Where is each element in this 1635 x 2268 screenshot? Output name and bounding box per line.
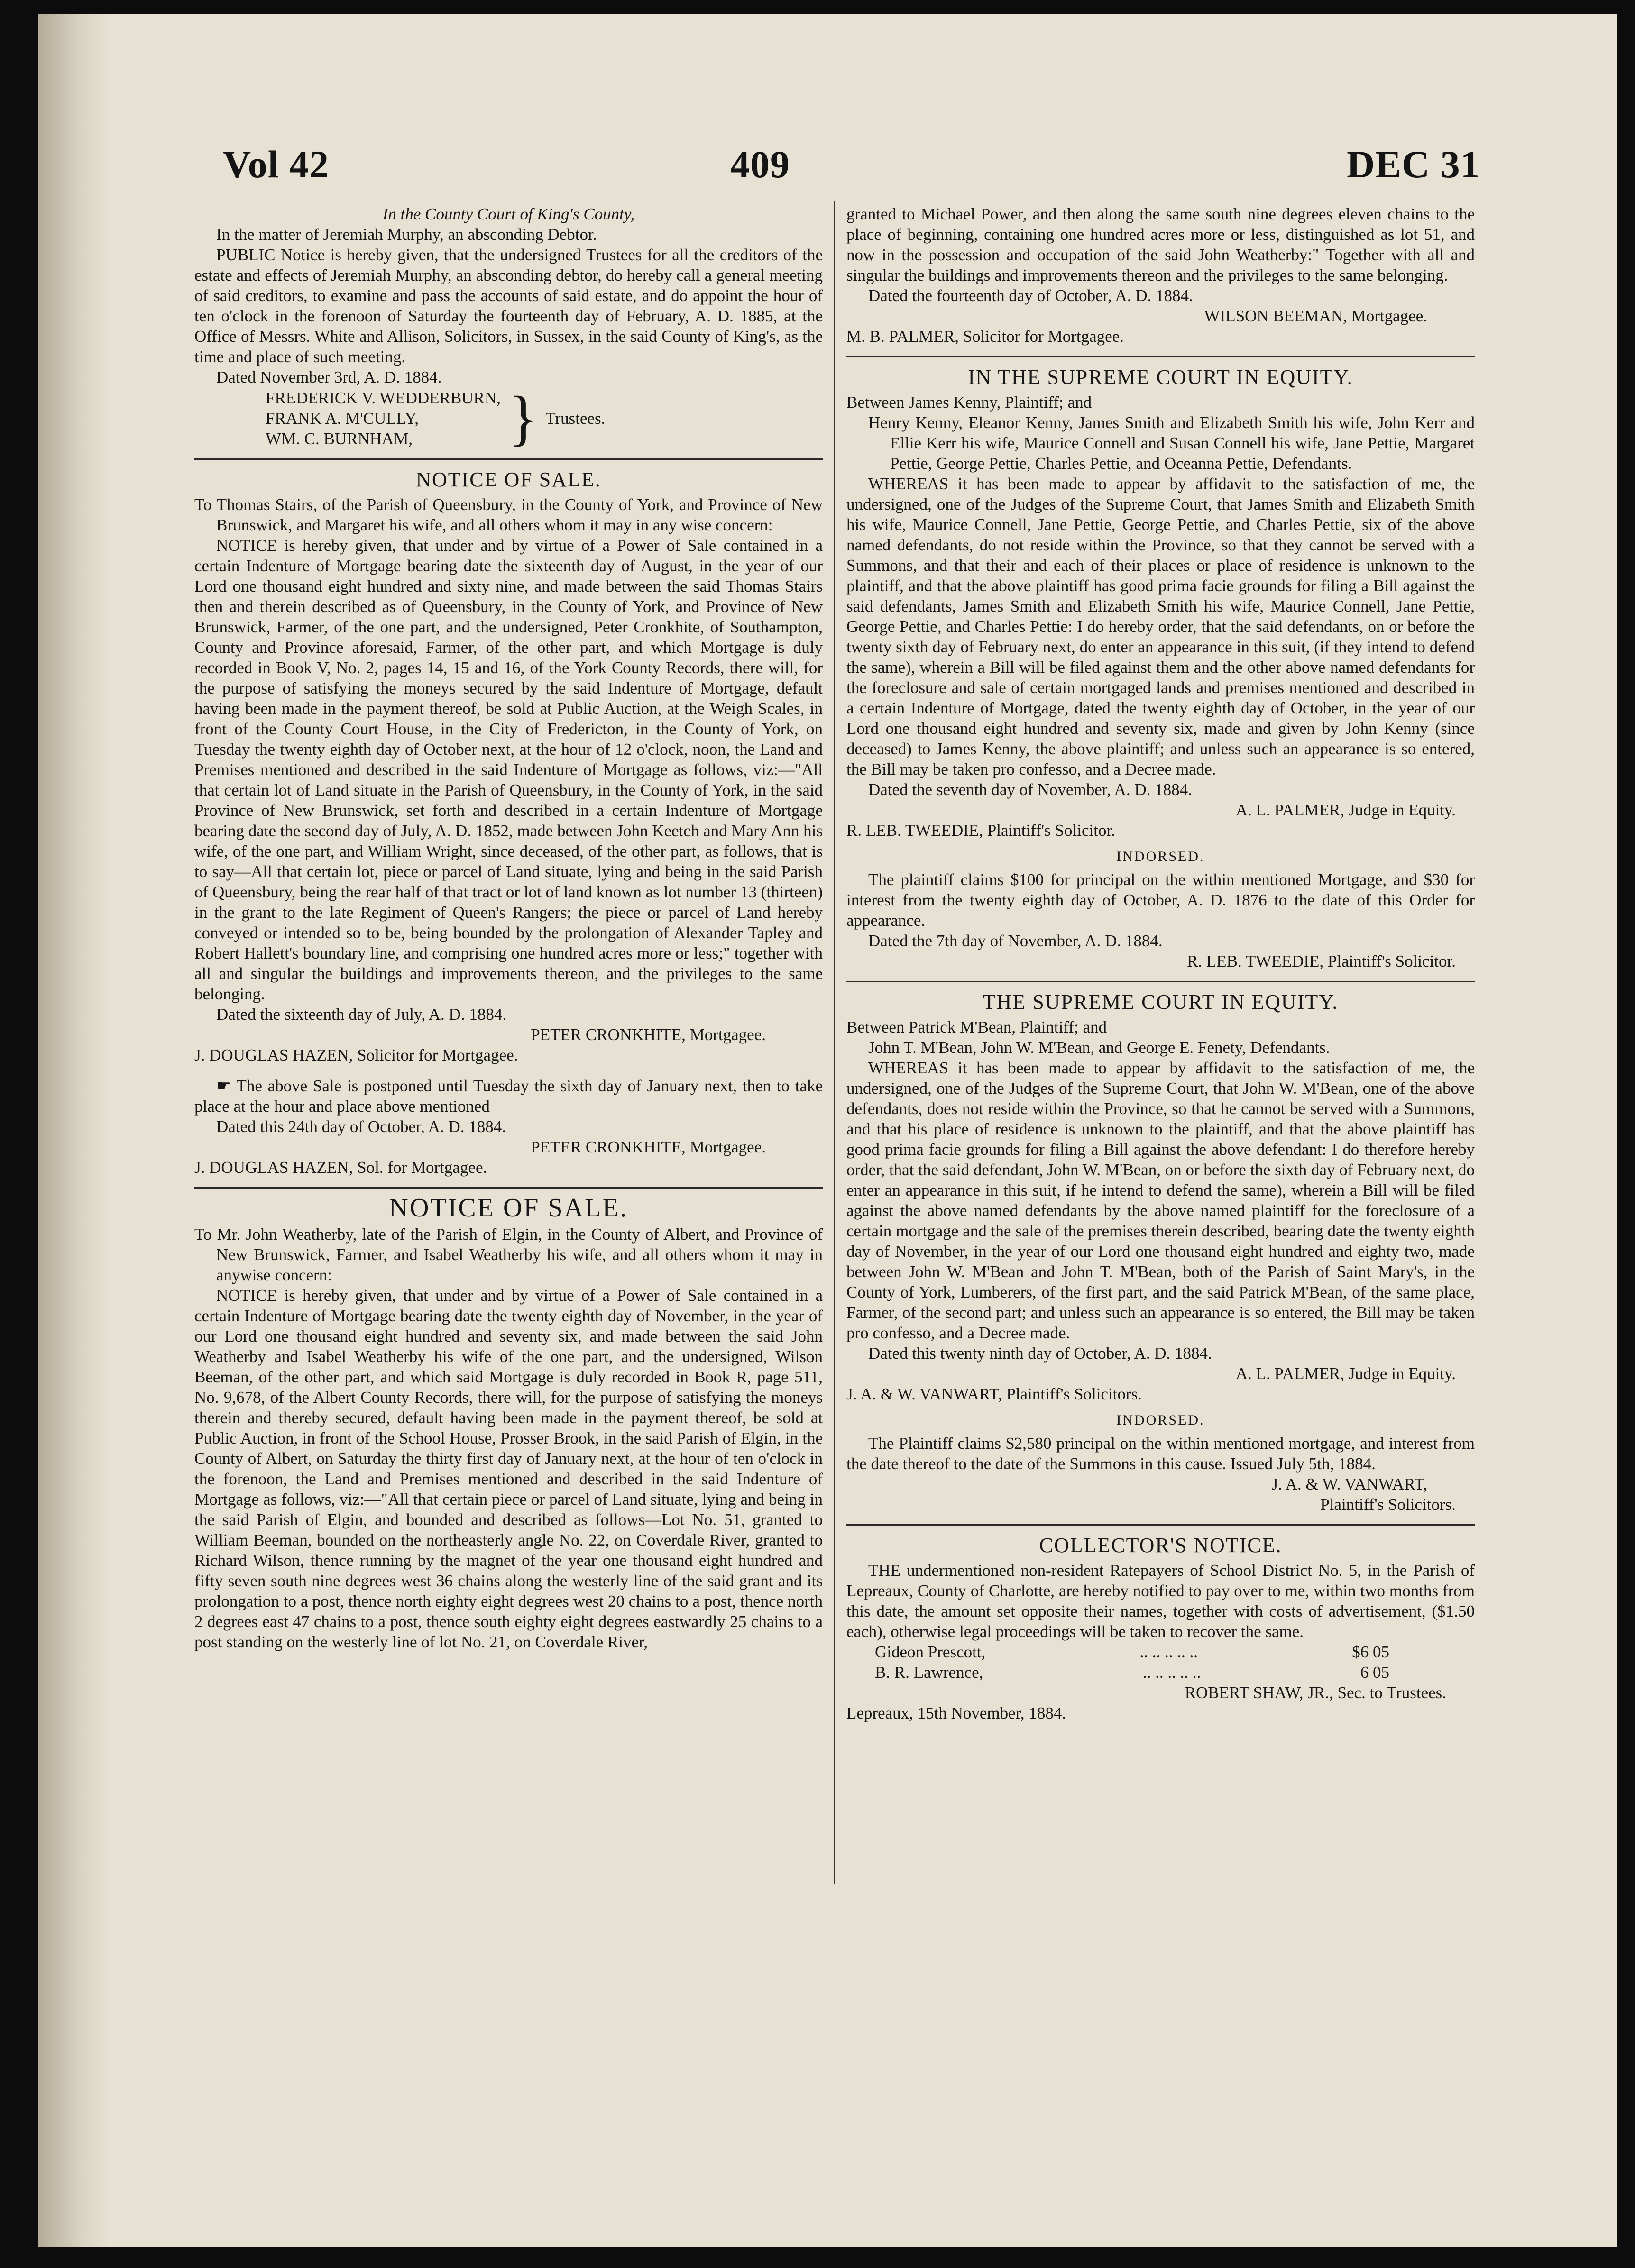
place-date-line: Lepreaux, 15th November, 1884.: [846, 1704, 1066, 1722]
list-item: [875, 1662, 1389, 1683]
solicitor-signature: Plaintiff's Solicitors.: [1320, 1495, 1456, 1514]
notice-of-sale-stairs: [194, 469, 823, 1178]
weatherby-notice-continued: [846, 204, 1475, 347]
judge-signature: A. L. PALMER, Judge in Equity.: [1235, 1364, 1456, 1383]
parties-plaintiff: Between Patrick M'Bean, Plaintiff; and: [846, 1018, 1107, 1036]
ratepayer-name: Gideon Prescott,: [875, 1643, 986, 1661]
solicitor-signature: R. LEB. TWEEDIE, Plaintiff's Solicitor.: [1187, 952, 1456, 970]
notice-body: NOTICE is hereby given, that under and by virtue of a Power of Sale contained in a certain Indenture of Mortgage bearing date the sixteenth day of August, in the year of our Lord one thousand eight hundred and sixty nine, and made between the said Thomas Stairs then and therein described as of Queensbury, in the County of York, and Province of New Brunswick, Farmer, of the one part, and the undersigned, Peter Cronkhite, of Southampton, County and Province aforesaid, Farmer, of the other part, and which Mortgage is duly recorded in Book V, No. 2, pages 14, 15 and 16, of the York County Records, there will, for the purpose of satisfying the moneys secured by the said Indenture of Mortgage, default having been made in the payment thereof, be sold at Public Auction, at the Weigh Scales, in front of the County Court House, in the City of Fredericton, in the County of York, on Tuesday the twenty eighth day of October next, at the hour of 12 o'clock, noon, the Land and Premises mentioned and described in the said Indenture of Mortgage as follows, viz:—"All that certain lot of Land situate in the Parish of Queensbury, in the County of York, in the said Province of New Brunswick, set forth and described in a certain Indenture of Mortgage bearing date the second day of July, A. D. 1852, made between John Keetch and Mary Ann his wife, of the one part, and William Wright, since deceased, of the other part, as follows, that is to say—All that certain lot, piece or parcel of Land situate, lying and being in the said Parish of Queensbury, being the rear half of that tract or lot of land known as lot number 13 (thirteen) in the grant to the late Regiment of Queen's Rangers; the piece or parcel of Land hereby conveyed or intended so to be, being bounded by the prolongation of Alexander Tapley and Robert Hallett's boundary line, and comprising one hundred acres more or less;" together with all and singular the buildings and improvements thereon, and the privileges to the same belonging.: [194, 536, 823, 1003]
collectors-notice: [846, 1535, 1475, 1723]
indorsed-label: INDORSED.: [1116, 1412, 1205, 1428]
notice-title: NOTICE OF SALE.: [389, 1193, 628, 1223]
divider: [194, 458, 823, 460]
solicitor-line: M. B. PALMER, Solicitor for Mortgagee.: [846, 327, 1124, 346]
notice-body: NOTICE is hereby given, that under and by virtue of a Power of Sale contained in a certain Indenture of Mortgage bearing date the twenty eighth day of November, in the year of our Lord one thousand eight hundred and seventy six, and made between the said John Weatherby and Isabel Weatherby his wife of the one part, and the undersigned, Wilson Beeman, of the other part, and which said Mortgage is duly recorded in Book R, page 511, No. 9,678, of the Albert County Records, there will, for the purpose of satisfying the moneys therein and thereby secured, default having been made in the payment thereof, be sold at Public Auction, in front of the School House, Prosser Brook, in the said Parish of Elgin, in the County of Albert, on Saturday the thirty first day of January next, at the hour of ten o'clock in the forenoon, the Land and Premises mentioned and described in the said Indenture of Mortgage as follows, viz:—"All that certain piece or parcel of Land situate, lying and being in the said Parish of Elgin, and bounded and described as follows—Lot No. 51, granted to William Beeman, bounded on the northeasterly angle No. 22, on Coverdale River, granted to Richard Wilson, thence running by the magnet of the year one thousand eight hundred and fifty seven south nine degrees west 36 chains along the westerly line of the said grant and its prolongation to a post, thence north eighty eight degrees west 20 chains to a post, thence north 2 degrees east 47 chains to a post, thence south eighty eight degrees eastwardly 25 chains to a post standing on the westerly line of lot No. 21, on Coverdale River,: [194, 1286, 823, 1651]
list-item: [875, 1642, 1389, 1662]
matter-line: In the matter of Jeremiah Murphy, an absconding Debtor.: [216, 225, 597, 244]
notice-body: WHEREAS it has been made to appear by affidavit to the satisfaction of me, the undersigned, one of the Judges of the Supreme Court, that John W. M'Bean, one of the above defendants, does not reside within the Province, so that he cannot be served with a Summons, and that his place of residence is unknown to the plaintiff, and that the above plaintiff has good prima facie grounds for filing a Bill against the above defendant: I do therefore hereby order, that the said defendant, John W. M'Bean, on or before the sixth day of February next, do enter an appearance in this suit, if he intend to defend the same), wherein a Bill will be filed against the above named defendants by the above named plaintiff for the foreclosure of a certain mortgage and the sale of the premises therein described, bearing date the twenty eighth day of November, in the year of our Lord one thousand eight hundred and eighty two, made between John W. M'Bean and John T. M'Bean, both of the Parish of Saint Mary's, in the County of York, Lumberers, of the first part, and the said Patrick M'Bean, of the same place, Farmer, of the second part; and unless such an appearance is so entered, the Bill may be taken pro confesso, and a Decree made.: [846, 1059, 1475, 1342]
trustee-name: FREDERICK V. WEDDERBURN,: [266, 388, 501, 407]
ratepayer-name: B. R. Lawrence,: [875, 1663, 983, 1682]
mortgagee-signature: WILSON BEEMAN, Mortgagee.: [1204, 307, 1427, 325]
solicitor-line: J. DOUGLAS HAZEN, Solicitor for Mortgagee.: [194, 1046, 518, 1064]
notice-title: IN THE SUPREME COURT IN EQUITY.: [968, 366, 1353, 389]
amount-due: 6 05: [1360, 1663, 1389, 1682]
divider: [846, 1524, 1475, 1526]
issue-date: DEC 31: [1347, 143, 1480, 186]
solicitor-line: J. A. & W. VANWART, Plaintiff's Solicitors.: [846, 1385, 1142, 1403]
notice-title: COLLECTOR'S NOTICE.: [1039, 1534, 1282, 1557]
right-column: [846, 204, 1475, 1723]
leader-dots: .. .. .. .. ..: [1142, 1663, 1201, 1682]
newspaper-page: [38, 14, 1617, 2247]
notice-body: THE undermentioned non-resident Ratepayers of School District No. 5, in the Parish of Lepreaux, County of Charlotte, are hereby notified to pay over to me, within two months from this date, the amount set opposite their names, together with costs of advertisement, ($1.50 each), otherwise legal proceedings will be taken to recover the same.: [846, 1561, 1475, 1641]
column-divider: [834, 201, 835, 1884]
volume-number: Vol 42: [223, 143, 329, 186]
page-gutter-shadow: [38, 14, 109, 2247]
equity-notice-kenny: [846, 367, 1475, 971]
dated-line: Dated the seventh day of November, A. D. 1884.: [868, 780, 1192, 799]
trustee-name: FRANK A. M'CULLY,: [266, 409, 419, 428]
left-column: [194, 204, 823, 1652]
solicitor-signature: J. A. & W. VANWART,: [1271, 1475, 1427, 1493]
equity-notice-mbean: [846, 992, 1475, 1515]
mortgagee-signature: PETER CRONKHITE, Mortgagee.: [531, 1025, 766, 1044]
trustees-label: Trustees.: [545, 409, 606, 428]
leader-dots: .. .. .. .. ..: [1139, 1643, 1198, 1661]
indorsed-body: The Plaintiff claims $2,580 principal on the within mentioned mortgage, and interest from the date thereof to the date of the Summons in this cause. Issued July 5th, 1884.: [846, 1434, 1475, 1473]
parties-defendants: Henry Kenny, Eleanor Kenny, James Smith and Elizabeth Smith his wife, John Kerr and Ellie Kerr his wife, Maurice Connell and Susan Connell his wife, Jane Pettie, Margaret Pettie, George Pettie, Charles Pettie, and Oceanna Pettie, Defendants.: [868, 413, 1475, 473]
dated-line: Dated November 3rd, A. D. 1884.: [216, 368, 442, 386]
divider: [846, 981, 1475, 982]
trustees-block: [266, 384, 823, 452]
dated-line: Dated this 24th day of October, A. D. 1884.: [216, 1117, 506, 1136]
solicitor-line: R. LEB. TWEEDIE, Plaintiff's Solicitor.: [846, 821, 1115, 840]
postponement-notice: ☛ The above Sale is postponed until Tuesday the sixth day of January next, then to take place at the hour and place above mentioned: [194, 1077, 823, 1116]
dated-line: Dated the sixteenth day of July, A. D. 1884.: [216, 1005, 507, 1024]
divider: [194, 1187, 823, 1189]
notice-address: To Thomas Stairs, of the Parish of Queensbury, in the County of York, and Province of New Brunswick, and Margaret his wife, and all others whom it may in any wise concern:: [194, 495, 823, 534]
notice-body-continued: granted to Michael Power, and then along the same south nine degrees eleven chains to the place of beginning, containing one hundred acres more or less, distinguished as lot 51, and now in the possession and occupation of the said John Weatherby:" Together with all and singular the buildings and improvements thereon and the privileges to the same belonging.: [846, 205, 1475, 284]
indorsed-body: The plaintiff claims $100 for principal on the within mentioned Mortgage, and $30 for interest from the twenty eighth day of October, A. D. 1876 to the date of this Order for appearance.: [846, 870, 1475, 930]
trustees-notice: [194, 204, 823, 452]
indorsed-label: INDORSED.: [1116, 849, 1205, 864]
dated-line: Dated this twenty ninth day of October, A. D. 1884.: [868, 1344, 1212, 1363]
brace-icon: }: [508, 384, 538, 452]
secretary-signature: ROBERT SHAW, JR., Sec. to Trustees.: [1185, 1683, 1446, 1702]
trustee-name: WM. C. BURNHAM,: [266, 429, 413, 448]
amount-due: $6 05: [1352, 1643, 1389, 1661]
court-heading: In the County Court of King's County,: [382, 205, 635, 223]
notice-title: NOTICE OF SALE.: [416, 468, 601, 491]
divider: [846, 356, 1475, 357]
notice-title: THE SUPREME COURT IN EQUITY.: [983, 990, 1339, 1014]
solicitor-line: J. DOUGLAS HAZEN, Sol. for Mortgagee.: [194, 1158, 487, 1177]
notice-body: WHEREAS it has been made to appear by affidavit to the satisfaction of me, the undersigned, one of the Judges of the Supreme Court, that James Smith and Elizabeth Smith his wife, Maurice Connell, Jane Pettie, George Pettie, and Charles Pettie, six of the above named defendants, do not reside within the Province, so that they cannot be served with a Summons, and that their and each of their places or place of residence is unknown to the plaintiff, and that the above plaintiff has good prima facie grounds for filing a Bill against the said defendants, James Smith and Elizabeth Smith his wife, Maurice Connell, Jane Pettie, George Pettie, and Charles Pettie: I do hereby order, that the said defendants, on or before the twenty sixth day of February next, do enter an appearance in this suit, (if they intend to defend the same), wherein a Bill will be filed against them and the other above named defendants for the foreclosure and sale of certain mortgaged lands and premises mentioned and described in a certain Indenture of Mortgage, dated the twenty eighth day of October, in the year of our Lord one thousand eight hundred and seventy six, made and given by John Kenny (since deceased) to James Kenny, the above plaintiff; and unless such an appearance is so entered, the Bill may be taken pro confesso, and a Decree made.: [846, 475, 1475, 778]
judge-signature: A. L. PALMER, Judge in Equity.: [1235, 801, 1456, 819]
parties-plaintiff: Between James Kenny, Plaintiff; and: [846, 393, 1092, 412]
page-number: 409: [730, 143, 790, 186]
mortgagee-signature: PETER CRONKHITE, Mortgagee.: [531, 1138, 766, 1156]
notice-of-sale-weatherby: [194, 1193, 823, 1652]
notice-address: To Mr. John Weatherby, late of the Parish of Elgin, in the County of Albert, and Province of New Brunswick, Farmer, and Isabel Weatherby his wife, and all others whom it may in anywise concern:: [194, 1225, 823, 1284]
notice-body: PUBLIC Notice is hereby given, that the undersigned Trustees for all the creditors of the estate and effects of Jeremiah Murphy, an absconding debtor, do hereby call a general meeting of said creditors, to examine and pass the accounts of said estate, and do appoint the hour of ten o'clock in the forenoon of Saturday the fourteenth day of February, A. D. 1885, at the Office of Messrs. White and Allison, Solicitors, in Sussex, in the said County of King's, as the time and place of such meeting.: [194, 246, 823, 366]
dated-line: Dated the 7th day of November, A. D. 1884.: [868, 932, 1163, 950]
parties-defendants: John T. M'Bean, John W. M'Bean, and George E. Fenety, Defendants.: [868, 1038, 1330, 1057]
dated-line: Dated the fourteenth day of October, A. D. 1884.: [868, 286, 1193, 305]
ratepayer-list: [846, 1642, 1475, 1683]
